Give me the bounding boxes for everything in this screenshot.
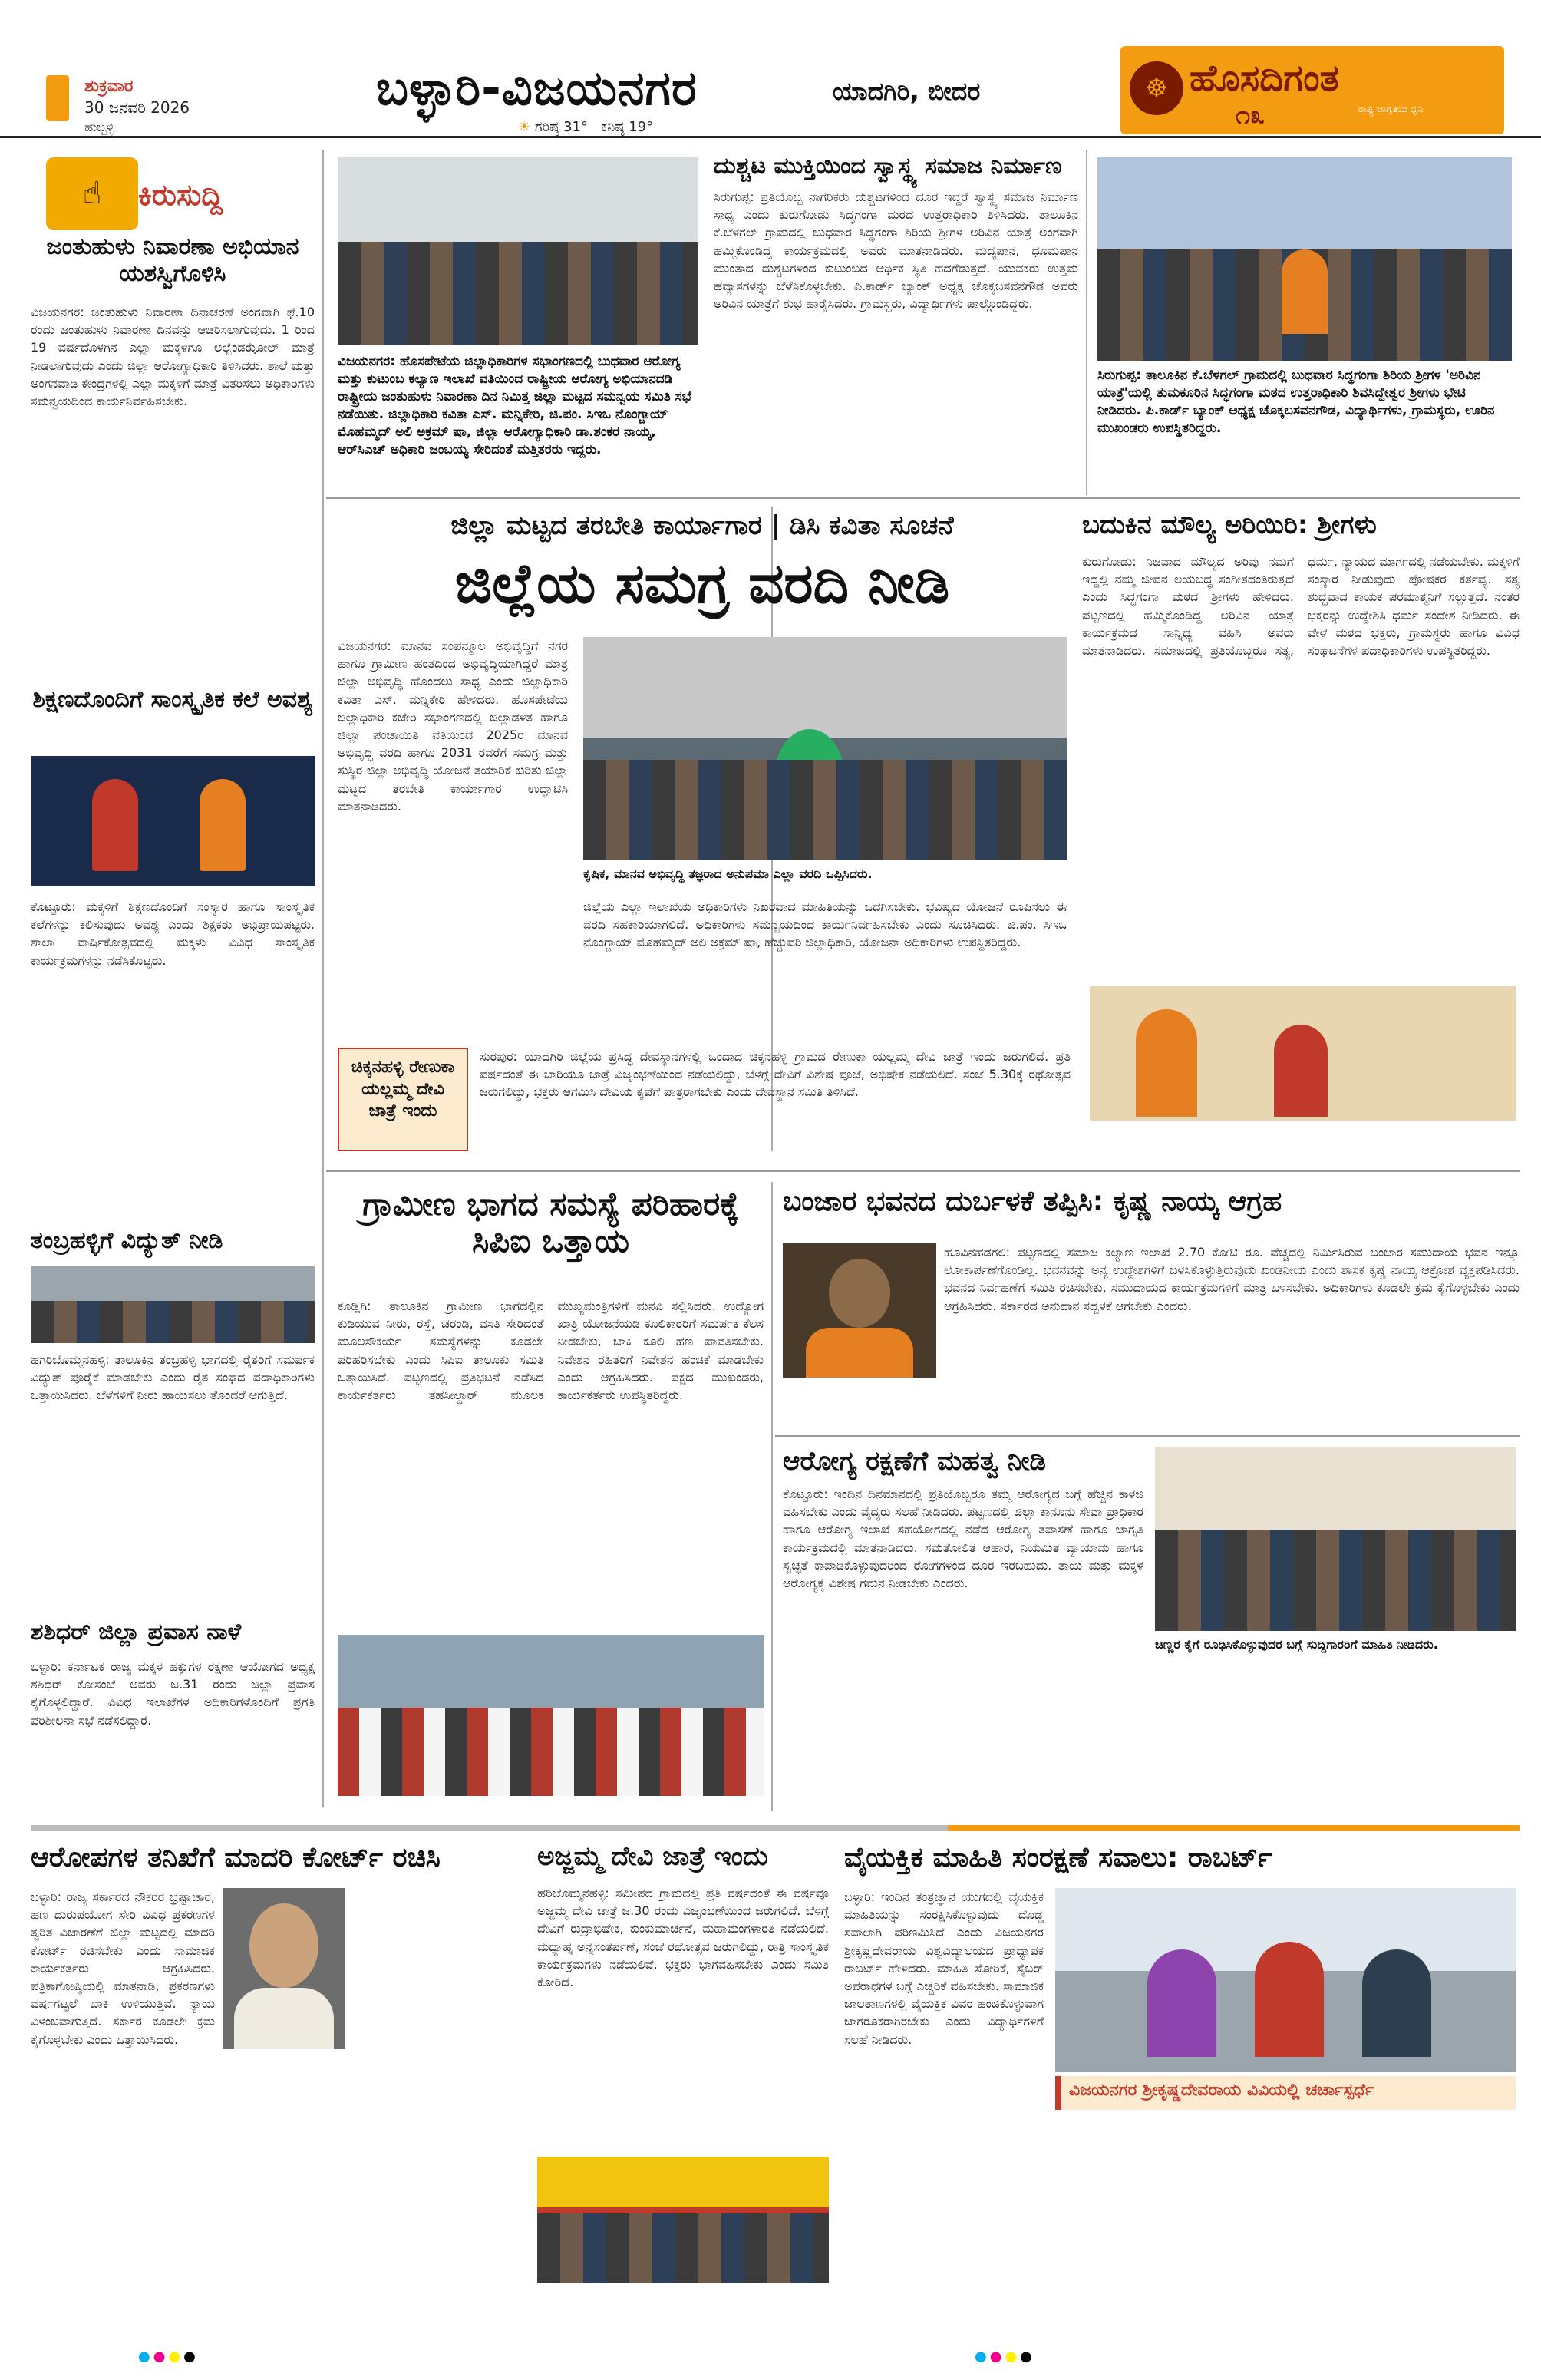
article-headline: ಆರೋಗ್ಯ ರಕ್ಷಣೆಗೆ ಮಹತ್ವ ನೀಡಿ <box>783 1446 1046 1477</box>
masthead-date: 30 ಜನವರಿ 2026 <box>84 98 190 117</box>
brief-headline: ಜಂತುಹುಳು ನಿವಾರಣಾ ಅಭಿಯಾನ ಯಶಸ್ವಿಗೊಳಿಸಿ <box>46 233 299 287</box>
article-headline: ಬಂಜಾರ ಭವನದ ದುರ್ಬಳಕೆ ತಪ್ಪಿಸಿ: ಕೃಷ್ಣ ನಾಯ್ಕ ಆಗ್ರಹ <box>783 1186 1282 1217</box>
photo-caption-box: ವಿಜಯನಗರ ಶ್ರೀಕೃಷ್ಣದೇವರಾಯ ವಿವಿಯಲ್ಲಿ ಚರ್ಚಾಸ್ಪರ್ಧೆ <box>1055 2076 1516 2110</box>
logo-emblem-icon: ☸ <box>1130 61 1183 115</box>
masthead-city: ಹುಬ್ಬಳ್ಳಿ <box>84 120 114 134</box>
brief-headline: ಶಶಿಧರ್ ಜಿಲ್ಲಾ ಪ್ರವಾಸ ನಾಳೆ <box>31 1619 242 1646</box>
jatre-title-box: ಚಿಕ್ಕನಹಳ್ಳಿ ರೇಣುಕಾ ಯಲ್ಲಮ್ಮ ದೇವಿ ಜಾತ್ರೆ ಇಂದು <box>338 1048 468 1151</box>
article-headline: ದುಶ್ಚಟ ಮುಕ್ತಿಯಿಂದ ಸ್ವಾಸ್ಥ್ಯ ಸಮಾಜ ನಿರ್ಮಾಣ <box>714 153 1062 180</box>
article-body: ಕುರುಗೋಡು: ನಿಜವಾದ ಮೌಲ್ಯದ ಅರಿವು ನಮಗೆ ಇದ್ದಲ್ಲಿ ನಮ್ಮ ಜೀವನ ಲಯಬದ್ಧ ಸಂಗೀತದಂತಿರುತ್ತದೆ ಎಂದು ಸಿದ್ಧಗಂಗಾ ಮಠದ ಶ್ರೀಗಳು ಹೇಳಿದರು. ಪಟ್ಟಣದಲ್ಲಿ ಹಮ್ಮಿಕೊಂಡಿದ್ದ ಅರಿವಿನ ಯಾತ್ರೆ ಕಾರ್ಯಕ್ರಮದ ಸಾನ್ನಿಧ್ಯ ವಹಿಸಿ ಅವರು ಮಾತನಾಡಿದರು. ಸಮಾಜದಲ್ಲಿ ಪ್ರತಿಯೊಬ್ಬರೂ ಸತ್ಯ, ಧರ್ಮ, ನ್ಯಾಯದ ಮಾರ್ಗದಲ್ಲಿ ನಡೆಯಬೇಕು. ಮಕ್ಕಳಿಗೆ ಸಂಸ್ಕಾರ ನೀಡುವುದು ಪೋಷಕರ ಕರ್ತವ್ಯ. ಸತ್ಯ ಶುದ್ಧವಾದ ಕಾಯಕ ಪರಮಾತ್ಮನಿಗೆ ಸಲ್ಲುತ್ತದೆ. ನಂತರ ಭಕ್ತರನ್ನು ಉದ್ದೇಶಿಸಿ ಧರ್ಮ ಸಂದೇಶ ನೀಡಿದರು. ಈ ವೇಳೆ ಮಠದ ಭಕ್ತರು, ಗ್ರಾಮಸ್ಥರು ಹಾಗೂ ವಿವಿಧ ಸಂಘಟನೆಗಳ ಪದಾಧಿಕಾರಿಗಳು ಉಪಸ್ಥಿತರಿದ್ದರು. <box>1082 554 1520 658</box>
article-headline: ಆರೋಪಗಳ ತನಿಖೆಗೆ ಮಾದರಿ ಕೋರ್ಟ್ ರಚಿಸಿ <box>31 1842 441 1873</box>
brief-body: ಬಳ್ಳಾರಿ: ಕರ್ನಾಟಕ ರಾಜ್ಯ ಮಕ್ಕಳ ಹಕ್ಕುಗಳ ರಕ್ಷಣಾ ಆಯೋಗದ ಅಧ್ಯಕ್ಷ ಶಶಿಧರ್ ಕೋಸಂಬೆ ಅವರು ಜ.31 ರಂದು ಜಿಲ್ಲಾ ಪ್ರವಾಸ ಕೈಗೊಳ್ಳಲಿದ್ದಾರೆ. ವಿವಿಧ ಇಲಾಖೆಗಳ ಅಧಿಕಾರಿಗಳೊಂದಿಗೆ ಪ್ರಗತಿ ಪರಿಶೀಲನಾ ಸಭೆ ನಡೆಸಲಿದ್ದಾರೆ. <box>31 1659 315 1728</box>
row-rule <box>326 1170 1520 1172</box>
newspaper-logo <box>1120 46 1504 134</box>
lead-kicker: ಜಿಲ್ಲಾ ಮಟ್ಟದ ತರಬೇತಿ ಕಾರ್ಯಾಗಾರ | ಡಿಸಿ ಕವಿತಾ ಸೂಚನೆ <box>450 510 954 541</box>
page-number: ೧೩ <box>1236 100 1265 130</box>
jatre-procession-photo <box>537 2157 829 2283</box>
brief-body: ಹಗರಿಬೊಮ್ಮನಹಳ್ಳಿ: ತಾಲೂಕಿನ ತಂಬ್ರಹಳ್ಳಿ ಭಾಗದಲ್ಲಿ ರೈತರಿಗೆ ಸಮರ್ಪಕ ವಿದ್ಯುತ್ ಪೂರೈಕೆ ಮಾಡಬೇಕು ಎಂದು ರೈತ ಸಂಘದ ಪದಾಧಿಕಾರಿಗಳು ಒತ್ತಾಯಿಸಿದರು. ಬೆಳೆಗಳಿಗೆ ನೀರು ಹಾಯಿಸಲು ತೊಂದರೆ ಆಗುತ್ತಿದೆ. <box>31 1352 315 1403</box>
brief-body: ಕೊಟ್ಟೂರು: ಮಕ್ಕಳಿಗೆ ಶಿಕ್ಷಣದೊಂದಿಗೆ ಸಂಸ್ಕಾರ ಹಾಗೂ ಸಾಂಸ್ಕೃತಿಕ ಕಲೆಗಳನ್ನು ಕಲಿಸುವುದು ಅವಶ್ಯ ಎಂದು ಶಿಕ್ಷಕರು ಅಭಿಪ್ರಾಯಪಟ್ಟರು. ಶಾಲಾ ವಾರ್ಷಿಕೋತ್ಸವದಲ್ಲಿ ಮಕ್ಕಳು ವಿವಿಧ ಸಾಂಸ್ಕೃತಿಕ ಕಾರ್ಯಕ್ರಮಗಳನ್ನು ನಡೆಸಿಕೊಟ್ಟರು. <box>31 900 315 968</box>
masthead-day: ಶುಕ್ರವಾರ <box>84 77 134 96</box>
article-body: ಹೂವಿನಹಡಗಲಿ: ಪಟ್ಟಣದಲ್ಲಿ ಸಮಾಜ ಕಲ್ಯಾಣ ಇಲಾಖೆ 2.70 ಕೋಟಿ ರೂ. ವೆಚ್ಚದಲ್ಲಿ ನಿರ್ಮಿಸಿರುವ ಬಂಜಾರ ಸಮುದಾಯ ಭವನ ಇನ್ನೂ ಲೋಕಾರ್ಪಣೆಗೊಂಡಿಲ್ಲ. ಭವನವನ್ನು ಅನ್ಯ ಉದ್ದೇಶಗಳಿಗೆ ಬಳಸಿಕೊಳ್ಳುತ್ತಿರುವುದು ಖಂಡನೀಯ ಎಂದು ಶಾಸಕ ಕೃಷ್ಣ ನಾಯ್ಕ ಆಕ್ರೋಶ ವ್ಯಕ್ತಪಡಿಸಿದರು. ಭವನದ ನಿರ್ವಹಣೆಗೆ ಸಮಿತಿ ರಚಿಸಬೇಕು, ಸಮುದಾಯದ ಕಾರ್ಯಕ್ರಮಗಳಿಗೆ ಮಾತ್ರ ಬಳಸಬೇಕು. ಅಧಿಕಾರಿಗಳು ಕೂಡಲೇ ಕ್ರಮ ಕೈಗೊಳ್ಳಬೇಕು ಎಂದು ಆಗ್ರಹಿಸಿದರು. ಸರ್ಕಾರದ ಅನುದಾನ ಸದ್ಬಳಕೆ ಆಗಬೇಕು ಎಂದರು. <box>944 1245 1520 1313</box>
row-rule <box>775 1435 1520 1437</box>
article-headline: ಬದುಕಿನ ಮೌಲ್ಯ ಅರಿಯಿರಿ: ಶ್ರೀಗಳು <box>1082 510 1377 540</box>
print-registration-marks: ●●●● <box>138 2349 199 2365</box>
meeting-photo <box>31 1266 315 1343</box>
article-headline: ಗ್ರಾಮೀಣ ಭಾಗದ ಸಮಸ್ಯೆ ಪರಿಹಾರಕ್ಕೆ ಸಿಪಿಐ ಒತ್ತಾಯ <box>362 1185 739 1260</box>
edition-subtitle: ಯಾದಗಿರಿ, ಬೀದರ <box>833 77 981 106</box>
swamiji-stage-photo <box>1090 986 1516 1121</box>
article-body: ಕೂಡ್ಲಿಗಿ: ತಾಲೂಕಿನ ಗ್ರಾಮೀಣ ಭಾಗದಲ್ಲಿನ ಕುಡಿಯುವ ನೀರು, ರಸ್ತೆ, ಚರಂಡಿ, ವಸತಿ ಸೇರಿದಂತೆ ಮೂಲಸೌಕರ್ಯ ಸಮಸ್ಯೆಗಳನ್ನು ಕೂಡಲೇ ಪರಿಹರಿಸಬೇಕು ಎಂದು ಸಿಪಿಐ ತಾಲೂಕು ಸಮಿತಿ ಒತ್ತಾಯಿಸಿದೆ. ಪಟ್ಟಣದಲ್ಲಿ ಪ್ರತಿಭಟನೆ ನಡೆಸಿದ ಕಾರ್ಯಕರ್ತರು ತಹಸೀಲ್ದಾರ್ ಮೂಲಕ ಮುಖ್ಯಮಂತ್ರಿಗಳಿಗೆ ಮನವಿ ಸಲ್ಲಿಸಿದರು. ಉದ್ಯೋಗ ಖಾತ್ರಿ ಯೋಜನೆಯಡಿ ಕೂಲಿಕಾರರಿಗೆ ಸಮರ್ಪಕ ಕೆಲಸ ನೀಡಬೇಕು, ಬಾಕಿ ಕೂಲಿ ಹಣ ಪಾವತಿಸಬೇಕು. ನಿವೇಶನ ರಹಿತರಿಗೆ ನಿವೇಶನ ಹಂಚಿಕೆ ಮಾಡಬೇಕು ಎಂದು ಆಗ್ರಹಿಸಿದರು. ಪಕ್ಷದ ಮುಖಂಡರು, ಕಾರ್ಯಕರ್ತರು ಉಪಸ್ಥಿತರಿದ್ದರು. <box>338 1299 764 1402</box>
article-body: ಬಳ್ಳಾರಿ: ಇಂದಿನ ತಂತ್ರಜ್ಞಾನ ಯುಗದಲ್ಲಿ ವೈಯಕ್ತಿಕ ಮಾಹಿತಿಯನ್ನು ಸಂರಕ್ಷಿಸಿಕೊಳ್ಳುವುದು ದೊಡ್ಡ ಸವಾಲಾಗಿ ಪರಿಣಮಿಸಿದೆ ಎಂದು ವಿಜಯನಗರ ಶ್ರೀಕೃಷ್ಣದೇವರಾಯ ವಿಶ್ವವಿದ್ಯಾಲಯದ ಪ್ರಾಧ್ಯಾಪಕ ರಾಬರ್ಟ್ ಹೇಳಿದರು. ಮಾಹಿತಿ ಸೋರಿಕೆ, ಸೈಬರ್ ಅಪರಾಧಗಳ ಬಗ್ಗೆ ಎಚ್ಚರಿಕೆ ವಹಿಸಬೇಕು. ಸಾಮಾಜಿಕ ಜಾಲತಾಣಗಳಲ್ಲಿ ವೈಯಕ್ತಿಕ ವಿವರ ಹಂಚಿಕೊಳ್ಳುವಾಗ ಜಾಗರೂಕರಾಗಿರಬೇಕು ಎಂದು ವಿದ್ಯಾರ್ಥಿಗಳಿಗೆ ಸಲಹೆ ನೀಡಿದರು. <box>844 1890 1044 2047</box>
column-rule <box>771 1182 773 1811</box>
logo-text: ಹೊಸದಿಗಂತ <box>1190 57 1339 100</box>
photo-caption: ವಿಜಯನಗರ: ಹೊಸಪೇಟೆಯ ಜಿಲ್ಲಾಧಿಕಾರಿಗಳ ಸಭಾಂಗಣದಲ್ಲಿ ಬುಧವಾರ ಆರೋಗ್ಯ ಮತ್ತು ಕುಟುಂಬ ಕಲ್ಯಾಣ ಇಲಾಖೆ ವತಿಯಿಂದ ರಾಷ್ಟ್ರೀಯ ಆರೋಗ್ಯ ಅಭಿಯಾನದಡಿ ರಾಷ್ಟ್ರೀಯ ಜಂತುಹುಳು ನಿವಾರಣಾ ದಿನ ನಿಮಿತ್ತ ಜಿಲ್ಲಾ ಮಟ್ಟದ ಸಮನ್ವಯ ಸಮಿತಿ ಸಭೆ ನಡೆಯಿತು. ಜಿಲ್ಲಾಧಿಕಾರಿ ಕವಿತಾ ಎಸ್. ಮನ್ನಿಕೇರಿ, ಜಿ.ಪಂ. ಸಿಇಒ ನೊಂಗ್ಜಾಯ್ ಮೊಹಮ್ಮದ್ ಅಲಿ ಅಕ್ರಮ್ ಷಾ, ಜಿಲ್ಲಾ ಆರೋಗ್ಯಾಧಿಕಾರಿ ಡಾ.ಶಂಕರ ನಾಯ್ಕ, ಆರ್‌ಸಿಎಚ್ ಅಧಿಕಾರಿ ಜಂಬಯ್ಯ ಸೇರಿದಂತೆ ಮತ್ತಿತರರು ಇದ್ದರು. <box>338 354 691 457</box>
lead-headline: ಜಿಲ್ಲೆಯ ಸಮಗ್ರ ವರದಿ ನೀಡಿ <box>454 551 950 616</box>
lead-body: ಜಿಲ್ಲೆಯ ಎಲ್ಲಾ ಇಲಾಖೆಯ ಅಧಿಕಾರಿಗಳು ನಿಖರವಾದ ಮಾಹಿತಿಯನ್ನು ಒದಗಿಸಬೇಕು. ಭವಿಷ್ಯದ ಯೋಜನೆ ರೂಪಿಸಲು ಈ ವರದಿ ಸಹಕಾರಿಯಾಗಲಿದೆ. ಅಧಿಕಾರಿಗಳು ಸಮನ್ವಯದಿಂದ ಕಾರ್ಯನಿರ್ವಹಿಸಬೇಕು ಎಂದು ಸೂಚಿಸಿದರು. ಜಿ.ಪಂ. ಸಿಇಒ ನೊಂಗ್ಜಾಯ್ ಮೊಹಮ್ಮದ್ ಅಲಿ ಅಕ್ರಮ್ ಷಾ, ಹೆಚ್ಚುವರಿ ಜಿಲ್ಲಾಧಿಕಾರಿ, ಯೋಜನಾ ಅಧಿಕಾರಿಗಳು ಉಪಸ್ಥಿತರಿದ್ದರು. <box>583 900 1067 950</box>
health-camp-photo <box>1155 1447 1516 1631</box>
protest-photo <box>338 1635 764 1796</box>
brief-body: ವಿಜಯನಗರ: ಜಂತುಹುಳು ನಿವಾರಣಾ ದಿನಾಚರಣೆ ಅಂಗವಾಗಿ ಫೆ.10 ರಂದು ಜಂತುಹುಳು ನಿವಾರಣಾ ದಿನವನ್ನು ಆಚರಿಸಲಾಗುವುದು. 1 ರಿಂದ 19 ವರ್ಷದೊಳಗಿನ ಎಲ್ಲಾ ಮಕ್ಕಳಿಗೂ ಅಲ್ಬೆಂಡಝೋಲ್ ಮಾತ್ರೆ ನೀಡಲಾಗುವುದು ಎಂದು ಜಿಲ್ಲಾ ಆರೋಗ್ಯಾಧಿಕಾರಿ ತಿಳಿಸಿದರು. ಶಾಲೆ ಮತ್ತು ಅಂಗನವಾಡಿ ಕೇಂದ್ರಗಳಲ್ಲಿ ಎಲ್ಲಾ ಮಕ್ಕಳಿಗೆ ಮಾತ್ರೆ ವಿತರಿಸಲು ಅಧಿಕಾರಿಗಳು ಸಮನ್ವಯದಿಂದ ಕಾರ್ಯನಿರ್ವಹಿಸಬೇಕು. <box>31 305 315 408</box>
logo-tagline: ರಾಷ್ಟ್ರ ಜಾಗೃತಿಯ ಧ್ವನಿ <box>1358 104 1424 114</box>
kirusuddi-title: ಕಿರುಸುದ್ದಿ <box>138 178 223 212</box>
article-body-continued <box>353 1888 522 2341</box>
article-headline: ವೈಯಕ್ತಿಕ ಮಾಹಿತಿ ಸಂರಕ್ಷಣೆ ಸವಾಲು: ರಾಬರ್ಟ್ <box>844 1842 1272 1873</box>
weather-min: ಕನಿಷ್ಠ 19° <box>601 119 654 135</box>
weather-max: ಗರಿಷ್ಠ 31° <box>534 119 588 135</box>
mla-portrait <box>783 1243 936 1378</box>
lead-photo <box>583 637 1067 860</box>
article-body: ಸಿರುಗುಪ್ಪ: ಪ್ರತಿಯೊಬ್ಬ ನಾಗರಿಕರು ದುಶ್ಚಟಗಳಿಂದ ದೂರ ಇದ್ದರೆ ಸ್ವಾಸ್ಥ್ಯ ಸಮಾಜ ನಿರ್ಮಾಣ ಸಾಧ್ಯ ಎಂದು ಕುರುಗೋಡು ಸಿದ್ಧಗಂಗಾ ಮಠದ ಉತ್ತರಾಧಿಕಾರಿ ತಿಳಿಸಿದರು. ತಾಲೂಕಿನ ಕೆ.ಬೆಳಗಲ್ ಗ್ರಾಮದಲ್ಲಿ ಬುಧವಾರ ಸಿದ್ಧಗಂಗಾ ಶಿರಿಯ ಶ್ರೀಗಳ ಅರಿವಿನ ಯಾತ್ರೆ ಅಂಗವಾಗಿ ಹಮ್ಮಿಕೊಂಡಿದ್ದ ಕಾರ್ಯಕ್ರಮದಲ್ಲಿ ಅವರು ಮಾತನಾಡಿದರು. ಮದ್ಯಪಾನ, ಧೂಮಪಾನ ಮುಂತಾದ ದುಶ್ಚಟಗಳಿಂದ ಕುಟುಂಬದ ಆರ್ಥಿಕ ಸ್ಥಿತಿ ಹದಗೆಡುತ್ತದೆ. ಯುವಕರು ಉತ್ತಮ ಹವ್ಯಾಸಗಳನ್ನು ಬೆಳೆಸಿಕೊಳ್ಳಬೇಕು. ಪಿ.ಕಾರ್ಡ್ ಬ್ಯಾಂಕ್ ಅಧ್ಯಕ್ಷ ಚೊಕ್ಕಬಸವನಗೌಡ ಅವರು ಅರಿವಿನ ಯಾತ್ರೆಗೆ ಶುಭ ಹಾರೈಸಿದರು. ಗ್ರಾಮಸ್ಥರು, ವಿದ್ಯಾರ್ಥಿಗಳು ಪಾಲ್ಗೊಂಡಿದ್ದರು. <box>714 190 1078 312</box>
brief-headline: ತಂಬ್ರಹಳ್ಳಿಗೆ ವಿದ್ಯುತ್ ನೀಡಿ <box>31 1227 223 1254</box>
weather-readout <box>518 119 653 135</box>
section-bar <box>31 1825 948 1831</box>
article-body: ಹರಿಬೊಮ್ಮನಹಳ್ಳಿ: ಸಮೀಪದ ಗ್ರಾಮದಲ್ಲಿ ಪ್ರತಿ ವರ್ಷದಂತೆ ಈ ವರ್ಷವೂ ಅಜ್ಜಮ್ಮ ದೇವಿ ಜಾತ್ರೆ ಜ.30 ರಂದು ವಿಜೃಂಭಣೆಯಿಂದ ಜರುಗಲಿದೆ. ಬೆಳಗ್ಗೆ ದೇವಿಗೆ ರುದ್ರಾಭಿಷೇಕ, ಕುಂಕುಮಾರ್ಚನೆ, ಮಹಾಮಂಗಳಾರತಿ ನಡೆಯಲಿದೆ. ಮಧ್ಯಾಹ್ನ ಅನ್ನಸಂತರ್ಪಣೆ, ಸಂಜೆ ರಥೋತ್ಸವ ಜರುಗಲಿದ್ದು, ರಾತ್ರಿ ಸಾಂಸ್ಕೃತಿಕ ಕಾರ್ಯಕ್ರಮಗಳು ನಡೆಯಲಿವೆ. ಭಕ್ತರು ಭಾಗವಹಿಸಬೇಕು ಎಂದು ಸಮಿತಿ ಕೋರಿದೆ. <box>537 1886 829 1989</box>
row-rule <box>326 497 1520 499</box>
jatre-body: ಸುರಪುರ: ಯಾದಗಿರಿ ಜಿಲ್ಲೆಯ ಪ್ರಸಿದ್ಧ ದೇವಸ್ಥಾನಗಳಲ್ಲಿ ಒಂದಾದ ಚಿಕ್ಕನಹಳ್ಳಿ ಗ್ರಾಮದ ರೇಣುಕಾ ಯಲ್ಲಮ್ಮ ದೇವಿ ಜಾತ್ರೆ ಇಂದು ಜರುಗಲಿದೆ. ಪ್ರತಿ ವರ್ಷದಂತೆ ಈ ಬಾರಿಯೂ ಜಾತ್ರೆ ವಿಜೃಂಭಣೆಯಿಂದ ನಡೆಯಲಿದ್ದು, ಬೆಳಗ್ಗೆ ದೇವಿಗೆ ವಿಶೇಷ ಪೂಜೆ, ಅಭಿಷೇಕ ನಡೆಯಲಿದೆ. ಸಂಜೆ 5.30ಕ್ಕೆ ರಥೋತ್ಸವ ಜರುಗಲಿದ್ದು, ಭಕ್ತರು ಆಗಮಿಸಿ ದೇವಿಯ ಕೃಪೆಗೆ ಪಾತ್ರರಾಗಬೇಕು ಎಂದು ದೇವಸ್ಥಾನ ಸಮಿತಿ ತಿಳಿಸಿದೆ. <box>480 1049 1071 1100</box>
photo-caption: ಕೃಷಿಕ, ಮಾನವ ಅಭಿವೃದ್ಧಿ ತಜ್ಞರಾದ ಅನುಪಮಾ ಎಲ್ಲಾ ವರದಿ ಒಪ್ಪಿಸಿದರು. <box>583 867 873 881</box>
column-rule <box>1086 150 1087 495</box>
health-meeting-photo <box>338 157 698 345</box>
debate-photo <box>1055 1888 1516 2072</box>
article-body: ಕೊಟ್ಟೂರು: ಇಂದಿನ ದಿನಮಾನದಲ್ಲಿ ಪ್ರತಿಯೊಬ್ಬರೂ ತಮ್ಮ ಆರೋಗ್ಯದ ಬಗ್ಗೆ ಹೆಚ್ಚಿನ ಕಾಳಜಿ ವಹಿಸಬೇಕು ಎಂದು ವೈದ್ಯರು ಸಲಹೆ ನೀಡಿದರು. ಪಟ್ಟಣದಲ್ಲಿ ಜಿಲ್ಲಾ ಕಾನೂನು ಸೇವಾ ಪ್ರಾಧಿಕಾರ ಹಾಗೂ ಆರೋಗ್ಯ ಇಲಾಖೆ ಸಹಯೋಗದಲ್ಲಿ ನಡೆದ ಆರೋಗ್ಯ ತಪಾಸಣೆ ಹಾಗೂ ಜಾಗೃತಿ ಕಾರ್ಯಕ್ರಮದಲ್ಲಿ ಮಾತನಾಡಿದರು. ಸಮತೋಲಿತ ಆಹಾರ, ನಿಯಮಿತ ವ್ಯಾಯಾಮ ಹಾಗೂ ಸ್ವಚ್ಛತೆ ಕಾಪಾಡಿಕೊಳ್ಳುವುದರಿಂದ ರೋಗಗಳಿಂದ ದೂರ ಇರಬಹುದು. ತಾಯಿ ಮತ್ತು ಮಕ್ಕಳ ಆರೋಗ್ಯಕ್ಕೆ ವಿಶೇಷ ಗಮನ ನೀಡಬೇಕು ಎಂದರು. <box>783 1487 1143 1590</box>
print-registration-marks: ●●●● <box>975 2349 1035 2365</box>
dance-photo <box>31 756 315 886</box>
brief-headline: ಶಿಕ್ಷಣದೊಂದಿಗೆ ಸಾಂಸ್ಕೃತಿಕ ಕಲೆ ಅವಶ್ಯ <box>32 686 313 713</box>
photo-caption: ಚಿಣ್ಣರ ಕೈಗೆ ರೂಢಿಸಿಕೊಳ್ಳುವುದರ ಬಗ್ಗೆ ಸುದ್ದಿಗಾರರಿಗೆ ಮಾಹಿತಿ ನೀಡಿದರು. <box>1155 1637 1438 1652</box>
section-bar <box>948 1825 1520 1831</box>
photo-caption: ಸಿರುಗುಪ್ಪ: ತಾಲೂಕಿನ ಕೆ.ಬೆಳಗಲ್ ಗ್ರಾಮದಲ್ಲಿ ಬುಧವಾರ ಸಿದ್ಧಗಂಗಾ ಶಿರಿಯ ಶ್ರೀಗಳ 'ಅರಿವಿನ ಯಾತ್ರೆ'ಯಲ್ಲಿ ತುಮಕೂರಿನ ಸಿದ್ಧಗಂಗಾ ಮಠದ ಉತ್ತರಾಧಿಕಾರಿ ಶಿವಸಿದ್ದೇಶ್ವರ ಶ್ರೀಗಳು ಭೇಟಿ ನೀಡಿದರು. ಪಿ.ಕಾರ್ಡ್ ಬ್ಯಾಂಕ್ ಅಧ್ಯಕ್ಷ ಚೊಕ್ಕಬಸವನಗೌಡ, ವಿದ್ಯಾರ್ಥಿಗಳು, ಗ್ರಾಮಸ್ಥರು, ಊರಿನ ಮುಖಂಡರು ಉಪಸ್ಥಿತರಿದ್ದರು. <box>1097 368 1495 436</box>
column-rule <box>322 150 324 1807</box>
sun-icon: ☀ <box>518 119 531 135</box>
article-headline: ಅಜ್ಜಮ್ಮ ದೇವಿ ಜಾತ್ರೆ ಇಂದು <box>537 1841 768 1872</box>
swamiji-group-photo <box>1097 157 1512 361</box>
masthead <box>0 0 1541 138</box>
speaker-portrait <box>223 1888 345 2049</box>
lead-body: ವಿಜಯನಗರ: ಮಾನವ ಸಂಪನ್ಮೂಲ ಅಭಿವೃದ್ಧಿಗೆ ನಗರ ಹಾಗೂ ಗ್ರಾಮೀಣ ಹಂತದಿಂದ ಅಭಿವೃದ್ಧಿಯಾಗಿದ್ದರೆ ಮಾತ್ರ ಜಿಲ್ಲಾ ಅಭಿವೃದ್ಧಿ ಹೊಂದಲು ಸಾಧ್ಯ ಎಂದು ಜಿಲ್ಲಾಧಿಕಾರಿ ಕವಿತಾ ಎಸ್. ಮನ್ನಿಕೇರಿ ಹೇಳಿದರು. ಹೊಸಪೇಟೆಯ ಜಿಲ್ಲಾಧಿಕಾರಿ ಕಚೇರಿ ಸಭಾಂಗಣದಲ್ಲಿ ಜಿಲ್ಲಾಡಳಿತ ಹಾಗೂ ಜಿಲ್ಲಾ ಪಂಚಾಯಿತಿ ವತಿಯಿಂದ 2025ರ ಮಾನವ ಅಭಿವೃದ್ಧಿ ವರದಿ ಹಾಗೂ 2031 ರವರೆಗೆ ಸಮಗ್ರ ಮತ್ತು ಸುಸ್ಥಿರ ಜಿಲ್ಲಾ ಅಭಿವೃದ್ಧಿ ಯೋಜನೆ ತಯಾರಿಕೆ ಕುರಿತು ಜಿಲ್ಲಾ ಮಟ್ಟದ ತರಬೇತಿ ಕಾರ್ಯಾಗಾರ ಉದ್ಘಾಟಿಸಿ ಮಾತನಾಡಿದರು. <box>338 639 568 814</box>
brand-stripe <box>46 75 69 121</box>
hand-icon: ☝ <box>46 157 138 230</box>
article-body-continued <box>844 2126 1516 2341</box>
article-body: ಬಳ್ಳಾರಿ: ರಾಜ್ಯ ಸರ್ಕಾರದ ನೌಕರರ ಭ್ರಷ್ಟಾಚಾರ, ಹಣ ದುರುಪಯೋಗ ಸೇರಿ ವಿವಿಧ ಪ್ರಕರಣಗಳ ತ್ವರಿತ ವಿಚಾರಣೆಗೆ ಜಿಲ್ಲಾ ಮಟ್ಟದಲ್ಲಿ ಮಾದರಿ ಕೋರ್ಟ್ ರಚಿಸಬೇಕು ಎಂದು ಸಾಮಾಜಿಕ ಕಾರ್ಯಕರ್ತರು ಆಗ್ರಹಿಸಿದರು. ಪತ್ರಿಕಾಗೋಷ್ಠಿಯಲ್ಲಿ ಮಾತನಾಡಿ, ಪ್ರಕರಣಗಳು ವರ್ಷಗಟ್ಟಲೆ ಬಾಕಿ ಉಳಿಯುತ್ತಿವೆ. ನ್ಯಾಯ ವಿಳಂಬವಾಗುತ್ತಿದೆ. ಸರ್ಕಾರ ಕೂಡಲೇ ಕ್ರಮ ಕೈಗೊಳ್ಳಬೇಕು ಎಂದು ಒತ್ತಾಯಿಸಿದರು. <box>31 1890 215 2047</box>
edition-title: ಬಳ್ಳಾರಿ-ವಿಜಯನಗರ <box>376 60 698 116</box>
